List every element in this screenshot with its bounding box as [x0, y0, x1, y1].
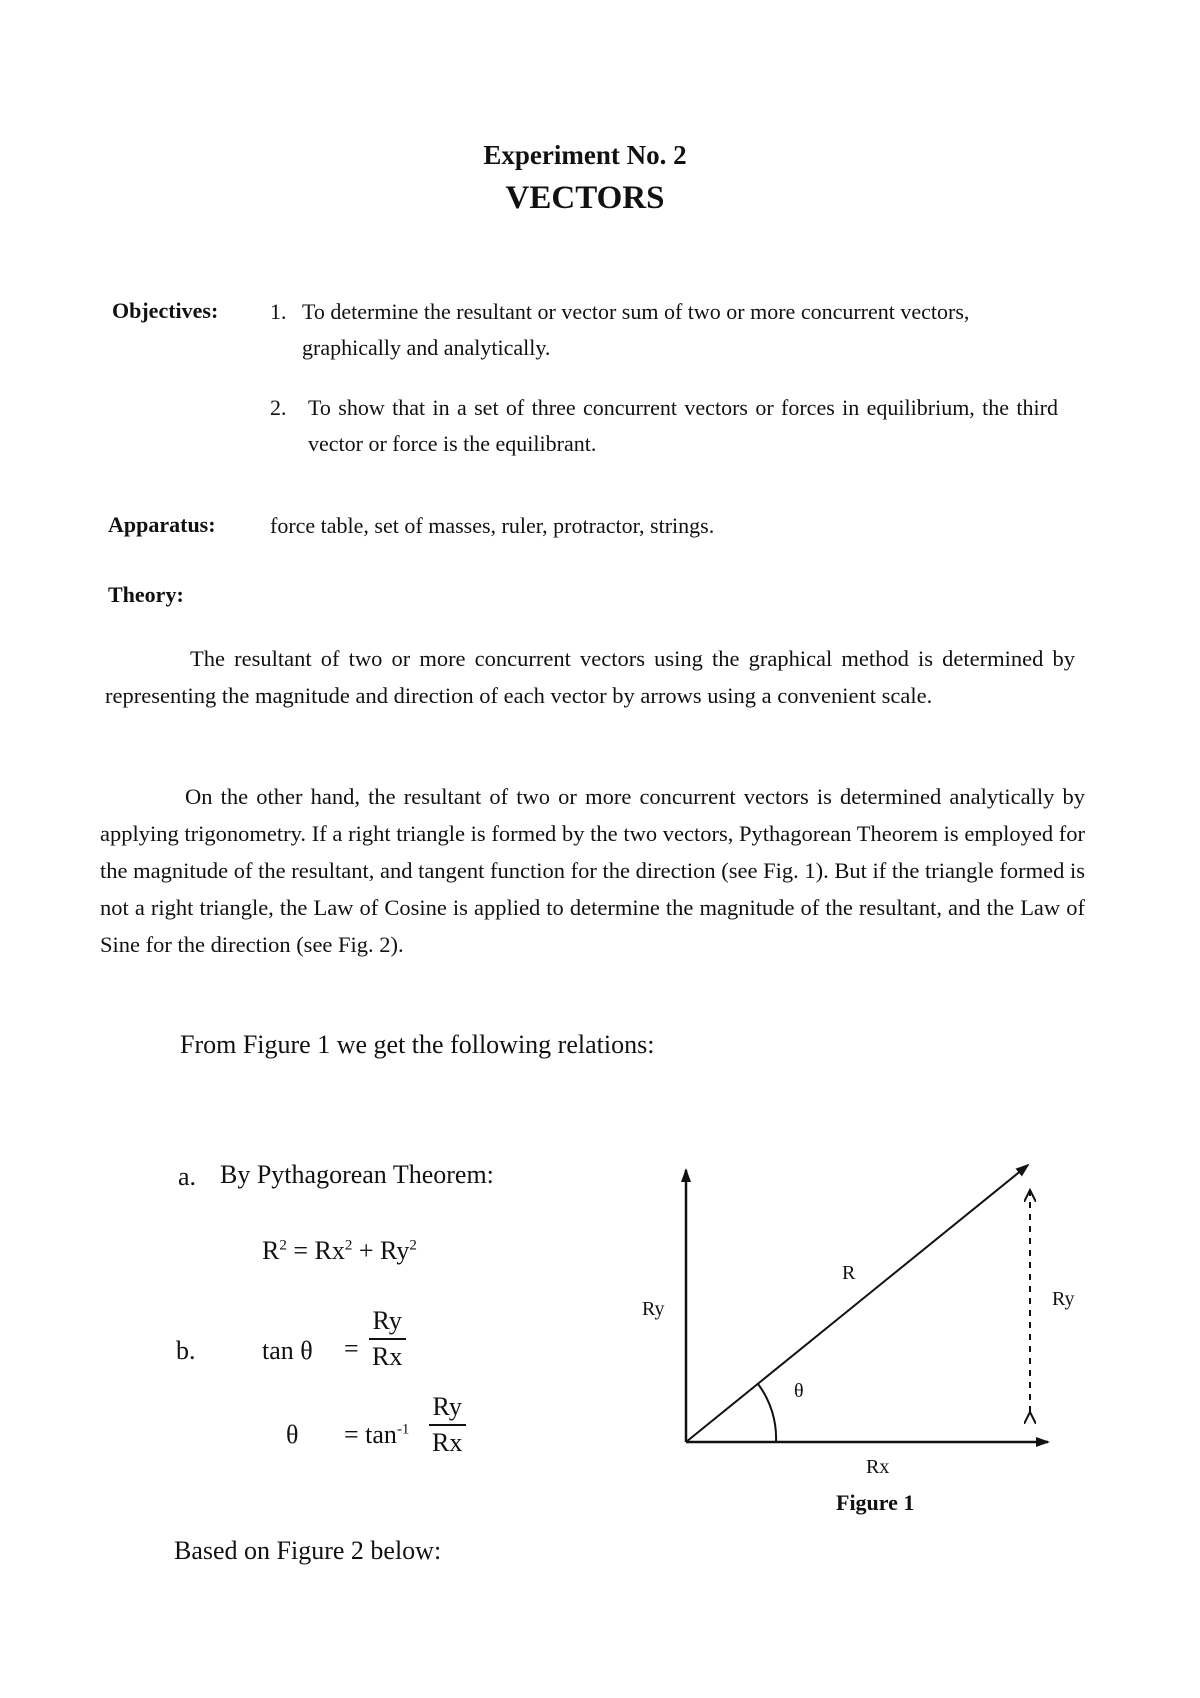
- theory-paragraph-2: On the other hand, the resultant of two or more concurrent vectors is determined analytically by applying trigonometry. If a right triangle is formed by the two vectors, Pythagorean Theorem is employed for the magnitude of the resultant, and tangent function for the direction (see Fig. 1). But if the triangle formed is not a right triangle, the Law of Cosine is applied to determine the magnitude of the resultant, and the Law of Sine for the direction (see Fig. 2).: [100, 784, 1085, 957]
- label-theta: θ: [794, 1380, 804, 1402]
- apparatus-text: force table, set of masses, ruler, protractor, strings.: [270, 513, 715, 538]
- figure-1-caption: Figure 1: [836, 1490, 915, 1515]
- relation-b-label: b.: [176, 1336, 196, 1365]
- theta-symbol: θ: [286, 1420, 299, 1449]
- relation-a-title: By Pythagorean Theorem:: [220, 1160, 494, 1189]
- label-rx: Rx: [866, 1456, 890, 1478]
- relation-a-label: a.: [178, 1162, 197, 1191]
- objectives-label: Objectives:: [112, 298, 219, 323]
- figure-1-diagram: [600, 1140, 1120, 1540]
- figure1-intro: From Figure 1 we get the following relations:: [180, 1030, 655, 1059]
- objective-2-text: To show that in a set of three concurrent vectors or forces in equilibrium, the third vector or force is the equilibrant.: [308, 395, 1058, 456]
- label-ry-left: Ry: [642, 1298, 665, 1320]
- pythagorean-equation: $R^2 = Rx^2 + Ry^2$: [262, 1236, 417, 1265]
- theta-angle-arc: [758, 1384, 776, 1442]
- objective-1-text: To determine the resultant or vector sum of two or more concurrent vectors, graphically and analytically.: [302, 299, 970, 360]
- figure2-intro: Based on Figure 2 below:: [174, 1536, 442, 1565]
- label-r: R: [842, 1262, 856, 1284]
- theory-paragraph-1: The resultant of two or more concurrent vectors using the graphical method is determined by representing the magnitude and direction of each vector by arrows using a convenient scale.: [105, 646, 1075, 708]
- apparatus-label: Apparatus:: [108, 512, 216, 537]
- tan-theta: tan θ: [262, 1336, 313, 1365]
- objective-2-number: 2.: [270, 395, 287, 420]
- arctan-fraction: $\frac{Ry}{Rx}$: [428, 1392, 466, 1458]
- objective-1-number: 1.: [270, 299, 287, 324]
- page-title: VECTORS: [505, 180, 665, 216]
- label-ry-right: Ry: [1052, 1288, 1075, 1310]
- experiment-number: Experiment No. 2: [483, 140, 687, 170]
- tan-theta-fraction: $\frac{Ry}{Rx}$: [368, 1306, 406, 1372]
- theory-label: Theory:: [108, 582, 184, 607]
- arctan-expression: = $\tan^{-1}$: [344, 1420, 410, 1449]
- resultant-vector: [686, 1165, 1028, 1442]
- equals-sign-1: =: [344, 1334, 359, 1363]
